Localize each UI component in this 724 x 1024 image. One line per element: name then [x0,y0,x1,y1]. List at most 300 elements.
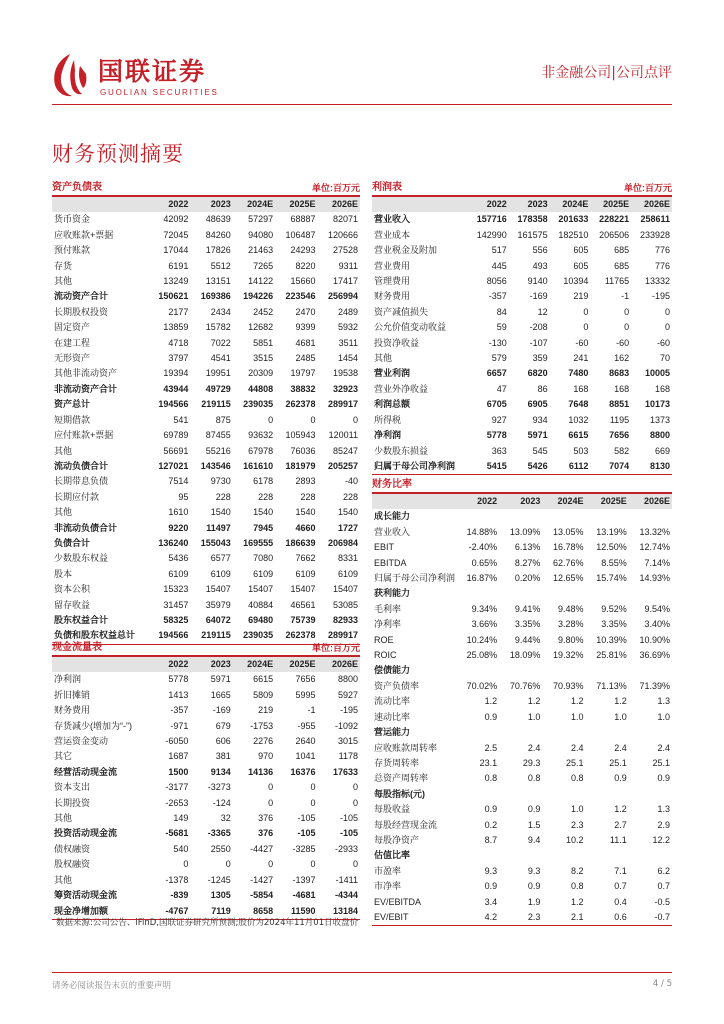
table-row [372,428,672,443]
cell-value: 13859 [163,322,189,333]
cell-value [629,725,672,740]
cell-value: 0 [352,414,358,425]
cell-value: 5851 [253,337,274,348]
cell-value: 150621 [158,291,189,302]
table-row [52,336,360,351]
cell-value: 17044 [163,245,189,256]
row-label: 净利润 [374,430,402,441]
column-header: 2023 [190,657,232,672]
cell-value: 2550 [210,843,231,854]
cell-value: 6109 [210,568,231,579]
cell-value: 3015 [337,736,358,747]
cell-value: -4344 [334,890,358,901]
table-row [52,413,360,428]
cell-value: 0.8 [527,773,541,784]
table-row [52,382,360,397]
table-row [52,243,360,258]
cell-value: 289917 [318,628,360,644]
cell-value: 1.0 [571,804,584,815]
table-row [372,305,672,320]
cell-value: 376 [258,828,274,839]
cell-value [542,725,585,740]
cell-value: 75739 [290,614,316,625]
cell-value: 6.13% [514,542,541,553]
row-label: 长期带息负债 [54,476,109,487]
table-row [52,888,360,903]
section-title: 现金流量表 [52,642,102,653]
cell-value: 2.1 [542,910,585,926]
cell-value: 6615 [253,674,274,685]
cell-value: -1 [621,291,630,302]
row-label: 在建工程 [54,337,91,348]
cell-value [586,848,629,863]
column-header: 2024E [233,197,275,212]
cell-value: 0.2 [484,819,498,830]
table-row [52,857,360,872]
table-row [52,490,360,505]
cell-value: 1.2 [571,696,584,707]
cell-value: 4681 [295,337,316,348]
table-row [372,802,672,817]
cell-value: 8658 [233,904,275,920]
table-header-row [372,494,672,509]
cell-value: 0.6 [586,910,629,926]
cell-value: 6820 [527,368,548,379]
table-row [372,444,672,459]
cell-value: 0.65% [471,557,498,568]
cell-value [456,663,499,678]
cell-value: 376 [258,813,274,824]
cell-value: 16.78% [553,542,584,553]
cell-value: 6191 [168,260,189,271]
row-label: 营业税金及附加 [374,245,438,256]
cell-value: 776 [654,260,670,271]
cell-value: -4427 [250,843,274,854]
cell-value: -0.5 [654,896,670,907]
table-row [372,771,672,786]
cell-value [586,663,629,678]
cell-value: 5512 [210,260,231,271]
table-row [372,289,672,304]
cell-value: 85247 [332,445,358,456]
cell-value: -60 [656,337,670,348]
row-label: 财务费用 [374,291,411,302]
cell-value: -839 [170,890,189,901]
cell-value: -4681 [292,890,316,901]
cell-value: 5778 [168,674,189,685]
table-row [52,567,360,582]
cell-value: 31457 [163,599,189,610]
cell-value: 7945 [253,522,274,533]
cell-value: 169555 [243,537,274,548]
row-label: 现金净增加额 [52,904,148,920]
cell-value: 136240 [158,537,189,548]
cell-value: -6050 [165,736,189,747]
cell-value: 16376 [290,766,316,777]
cell-value: 106487 [285,229,316,240]
column-header: 2023 [499,494,542,509]
cell-value: 6109 [295,568,316,579]
cell-value: 6905 [527,399,548,410]
row-label: 利润总额 [374,399,411,410]
cell-value: 4541 [210,353,231,364]
cell-value: 142990 [476,229,507,240]
table-row [52,228,360,243]
cell-value: 168 [573,383,589,394]
row-label: 其他 [54,445,73,456]
row-label: EV/EBITDA [374,896,422,907]
cell-value [629,787,672,802]
table-row [372,710,672,725]
cell-value: 13.32% [639,526,670,537]
row-label: 非流动资产合计 [54,383,118,394]
row-label: 折旧摊销 [54,689,91,700]
cell-value: 239035 [243,399,274,410]
cell-value: 6657 [486,368,507,379]
cell-value: 3797 [168,353,189,364]
cell-value: 1032 [568,414,589,425]
cell-value: 0.9 [484,804,498,815]
row-label: 负债和股东权益总计 [52,628,148,644]
cell-value: 14.93% [639,573,670,584]
cell-value: -1753 [250,720,274,731]
cell-value: 1610 [168,507,189,518]
cell-value: 0 [352,859,358,870]
table-row [52,459,360,474]
row-label: 长期投资 [54,797,91,808]
table-row [372,741,672,756]
row-label: 每股收益 [374,804,411,815]
cell-value: 18.09% [509,650,541,661]
cell-value: -357 [170,705,189,716]
header-divider [52,104,672,105]
cell-value: 556 [532,245,548,256]
cell-value: 8.7 [484,834,498,845]
cell-value: 15407 [290,584,316,595]
column-header: 2025E [586,494,629,509]
cell-value: 1.0 [527,711,541,722]
cell-value: 194566 [148,628,190,644]
column-header: 2026E [631,197,672,212]
cell-value: 7514 [168,476,189,487]
cell-value: 69789 [163,430,189,441]
cell-value: 58325 [163,614,189,625]
cell-value: 70.93% [553,680,584,691]
table-row [52,796,360,811]
cell-value: 10005 [644,368,670,379]
cell-value: 57297 [248,214,274,225]
row-label: 每股净资产 [374,834,420,845]
cell-value: 289917 [327,399,358,410]
cell-value: -105 [297,828,316,839]
cell-value: 15407 [205,584,231,595]
cell-value: 5436 [168,553,189,564]
cell-value: 3511 [338,337,358,348]
cell-value: 13151 [205,276,231,287]
cell-value: 2.4 [527,742,541,753]
table-row [52,289,360,304]
row-label: 长期股权投资 [54,306,109,317]
cell-value: 53085 [332,599,358,610]
cell-value: -1092 [334,720,358,731]
cell-value [456,586,499,601]
cell-value [456,725,499,740]
cell-value: 3.35% [514,619,541,630]
cell-value: 12.65% [553,573,584,584]
row-label: 其他 [374,353,393,364]
cell-value: 0 [310,782,316,793]
cell-value: -5681 [165,828,189,839]
table-row [52,259,360,274]
cell-value [542,663,585,678]
cell-value: 178358 [517,214,548,225]
cell-value: 25.81% [596,650,627,661]
cell-value: 9399 [295,322,316,333]
page-number: 4 / 5 [652,979,672,989]
cell-value: 1.2 [614,804,627,815]
cell-value: 32923 [332,383,358,394]
section-title: 利润表 [372,182,402,193]
cell-value: 201633 [558,214,589,225]
cell-value: 186639 [285,537,316,548]
cell-value: 82933 [332,614,358,625]
cell-value: 0.20% [514,573,541,584]
cell-value: 7022 [210,337,231,348]
cell-value: 0 [225,859,231,870]
table-row [52,719,360,734]
cell-value: 12.74% [639,542,670,553]
column-header: 2025E [590,197,631,212]
cell-value: 6577 [210,553,231,564]
cell-value: 8683 [609,368,630,379]
cell-value: 56691 [163,445,189,456]
cell-value: 182510 [558,229,589,240]
cell-value: 9.44% [514,634,541,645]
row-label: 营运资金变动 [54,736,109,747]
cell-value: 10.39% [596,634,627,645]
cell-value [456,509,499,524]
cell-value: 0.8 [484,773,498,784]
cell-value: 605 [573,260,589,271]
cell-value [499,787,542,802]
cell-value: 9.52% [601,603,627,614]
cell-value: 3.28% [558,619,584,630]
table-row [52,688,360,703]
brand-name: 国联证券 [98,57,207,86]
row-label: 获利能力 [374,588,411,599]
table-row [372,864,672,879]
row-label: 估值比率 [374,850,411,861]
column-header: 2025E [275,197,317,212]
cell-value: -4767 [148,904,190,920]
cell-value: 0.7 [614,881,627,892]
cell-value [629,586,672,601]
cell-value: 9.4 [527,834,541,845]
cell-value: 0.9 [527,881,541,892]
cell-value: 47 [496,383,507,394]
cell-value: 9311 [338,260,358,271]
cell-value: 15.74% [596,573,627,584]
cell-value: 55216 [205,445,231,456]
cell-value: 8130 [631,459,672,475]
cell-value: 579 [491,353,507,364]
cell-value: 1727 [337,522,358,533]
table-row [52,366,360,381]
cell-value: 0 [352,782,358,793]
row-label: 短期借款 [54,414,91,425]
brand-name-en: GUOLIAN SECURITIES [100,88,219,97]
cell-value: 9.54% [644,603,670,614]
cell-value: 1.5 [527,819,541,830]
cell-value: 2.5 [484,742,498,753]
cell-value: 2.9 [657,819,670,830]
cell-value: 15782 [205,322,231,333]
financial-ratios-section [372,477,672,926]
cell-value: 0.4 [614,896,627,907]
cell-value: 9140 [527,276,548,287]
cell-value: 5995 [295,689,316,700]
cell-value: 1373 [649,414,670,425]
row-label: 市盈率 [374,865,402,876]
cell-value: 0 [268,414,274,425]
cell-value: -1245 [207,874,231,885]
cell-value: 1413 [168,689,189,700]
row-label: 资本支出 [54,782,91,793]
table-row [372,336,672,351]
cell-value: 359 [532,353,548,364]
cell-value: 6.2 [657,865,670,876]
row-label: 存货周转率 [374,757,420,768]
cell-value: 13.05% [553,526,584,537]
cell-value: 71.13% [596,680,627,691]
row-label: 其他 [54,507,73,518]
cell-value: 25.1 [566,757,584,768]
cell-value: 23.1 [479,757,498,768]
cell-value: 0.8 [571,773,584,784]
cell-value: 13.19% [596,526,627,537]
cell-value: 2276 [253,736,274,747]
cell-value: -169 [529,291,548,302]
cell-value: 875 [215,414,231,425]
row-label: 存货 [54,260,73,271]
cell-value: 9.3 [527,865,541,876]
section-unit: 单位:百万元 [624,183,672,193]
row-label: 总资产周转率 [374,773,429,784]
cell-value: 1.3 [657,696,670,707]
cell-value: 2.4 [657,742,670,753]
cell-value: -3365 [207,828,231,839]
cell-value: 48639 [205,214,231,225]
column-header: 2024E [542,494,585,509]
cell-value [456,848,499,863]
cell-value: 1.3 [657,804,670,815]
cell-value: 0 [664,322,670,333]
table-row [372,259,672,274]
cell-value: 2489 [337,306,358,317]
cell-value: 3515 [253,353,274,364]
cell-value [586,586,629,601]
cell-value: 219 [258,705,274,716]
row-label: ROIC [374,650,397,661]
cell-value: 64072 [205,614,231,625]
table-row [372,663,672,678]
cell-value: 10.90% [639,634,670,645]
cell-value: 10.24% [466,634,498,645]
cell-value: 15660 [290,276,316,287]
cell-value: 5426 [509,459,550,475]
cell-value: 0 [183,859,189,870]
column-header [372,494,456,509]
cell-value: 12.50% [596,542,627,553]
cell-value: 2452 [253,306,274,317]
table-row [372,274,672,289]
column-header: 2026E [318,197,360,212]
table-row [52,842,360,857]
cell-value: 0 [583,322,589,333]
section-title: 资产负债表 [52,182,102,193]
row-label: 股本 [54,568,73,579]
cell-value: 0 [583,306,589,317]
table-row [52,780,360,795]
table-row [52,672,360,687]
cell-value: 14.88% [466,526,498,537]
cell-value: 241 [573,353,589,364]
cell-value: 10173 [644,399,670,410]
row-label: 应收账款周转率 [374,742,438,753]
cell-value: 93632 [248,430,274,441]
table-row [372,617,672,632]
cell-value: 223546 [285,291,316,302]
cell-value: 363 [491,445,507,456]
cell-value: -5854 [250,890,274,901]
cell-value: 1540 [253,507,274,518]
cell-value: 20309 [248,368,274,379]
cell-value: 1540 [210,507,231,518]
cell-value: 36.69% [639,650,670,661]
cell-value: 8331 [337,553,358,564]
cell-value: 0 [352,797,358,808]
cell-value: 1.2 [614,696,627,707]
row-label: 净利润 [54,674,82,685]
column-header: 2023 [509,197,550,212]
cell-value: 27528 [332,245,358,256]
row-label: 非流动负债合计 [54,522,118,533]
cell-value: 2177 [168,306,189,317]
cell-value: 970 [258,751,274,762]
cell-value: 25.1 [652,757,670,768]
cell-value: 7648 [568,399,589,410]
row-label: 营业收入 [374,214,411,225]
cell-value: 2.7 [614,819,627,830]
cell-value: 0 [310,414,316,425]
cell-value: 1.2 [571,896,584,907]
cell-value: 143546 [200,460,231,471]
cell-value: -357 [488,291,507,302]
row-label: 流动资产合计 [54,291,109,302]
cell-value: 15407 [248,584,274,595]
cell-value: -1 [307,705,316,716]
table-row [372,397,672,412]
cell-value [542,848,585,863]
row-label: 偿债能力 [374,665,411,676]
table-row [372,556,672,571]
cell-value: 3.66% [471,619,498,630]
cell-value: 493 [532,260,548,271]
cell-value: 82071 [332,214,358,225]
row-label: 毛利率 [374,603,402,614]
table-row [52,811,360,826]
cell-value: 0.9 [614,773,627,784]
